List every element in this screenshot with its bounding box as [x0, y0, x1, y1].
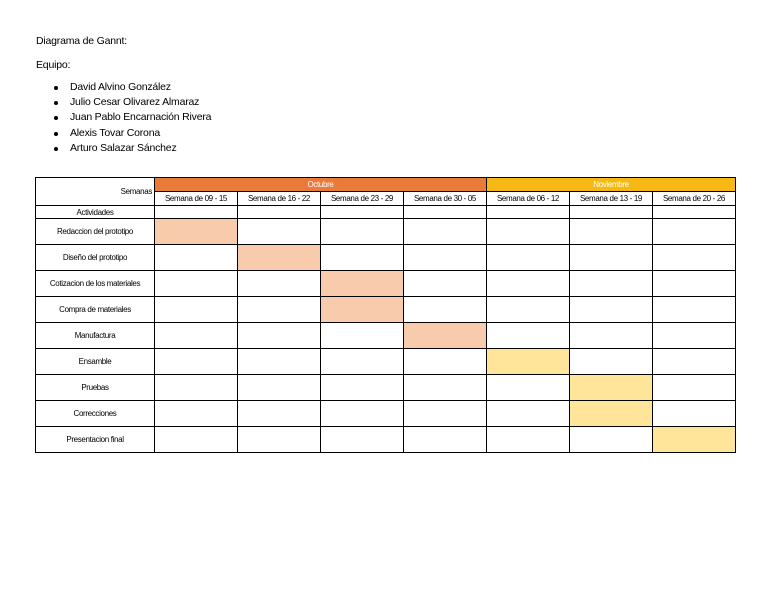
- task-bar: [570, 375, 653, 401]
- empty-cell: [570, 206, 653, 219]
- week-header: Semana de 13 - 19: [570, 192, 653, 206]
- empty-cell: [404, 206, 487, 219]
- task-row: [36, 375, 736, 401]
- task-row: [36, 219, 736, 245]
- task-bar: [238, 245, 321, 271]
- empty-cell: [404, 427, 487, 453]
- team-member-list: [54, 80, 211, 156]
- empty-cell: [238, 297, 321, 323]
- page-title: Diagrama de Gannt:: [36, 35, 127, 47]
- empty-cell: [570, 219, 653, 245]
- task-label: Compra de materiales: [36, 297, 155, 323]
- task-label: Correcciones: [36, 401, 155, 427]
- week-header: Semana de 16 - 22: [238, 192, 321, 206]
- empty-cell: [238, 427, 321, 453]
- empty-cell: [653, 206, 736, 219]
- empty-cell: [321, 206, 404, 219]
- empty-cell: [570, 245, 653, 271]
- empty-cell: [653, 401, 736, 427]
- empty-cell: [487, 427, 570, 453]
- task-bar: [155, 219, 238, 245]
- task-bar: [570, 401, 653, 427]
- task-bar: [653, 427, 736, 453]
- task-label: Diseño del prototipo: [36, 245, 155, 271]
- empty-cell: [238, 401, 321, 427]
- task-row: [36, 401, 736, 427]
- team-member: Julio Cesar Olivarez Almaraz: [54, 95, 211, 110]
- semanas-header: Semanas: [36, 178, 155, 206]
- empty-cell: [238, 219, 321, 245]
- task-label: Presentacion final: [36, 427, 155, 453]
- empty-cell: [653, 323, 736, 349]
- team-member: Alexis Tovar Corona: [54, 126, 211, 141]
- empty-cell: [238, 206, 321, 219]
- empty-cell: [155, 427, 238, 453]
- empty-cell: [155, 206, 238, 219]
- empty-cell: [487, 271, 570, 297]
- week-header: Semana de 23 - 29: [321, 192, 404, 206]
- empty-cell: [404, 375, 487, 401]
- task-bar: [487, 349, 570, 375]
- activities-header: Actividades: [36, 206, 155, 219]
- empty-cell: [238, 271, 321, 297]
- empty-cell: [404, 297, 487, 323]
- empty-cell: [653, 375, 736, 401]
- task-row: [36, 323, 736, 349]
- empty-cell: [155, 323, 238, 349]
- task-row: [36, 349, 736, 375]
- activities-header-row: [36, 206, 736, 219]
- empty-cell: [321, 219, 404, 245]
- team-member: Juan Pablo Encarnación Rivera: [54, 110, 211, 125]
- gantt-chart-table: [35, 177, 736, 453]
- empty-cell: [570, 427, 653, 453]
- empty-cell: [321, 375, 404, 401]
- empty-cell: [321, 427, 404, 453]
- empty-cell: [404, 271, 487, 297]
- empty-cell: [487, 206, 570, 219]
- empty-cell: [321, 349, 404, 375]
- week-header: Semana de 06 - 12: [487, 192, 570, 206]
- task-row: [36, 271, 736, 297]
- empty-cell: [570, 297, 653, 323]
- empty-cell: [653, 219, 736, 245]
- task-row: [36, 427, 736, 453]
- team-member: Arturo Salazar Sánchez: [54, 141, 211, 156]
- empty-cell: [155, 349, 238, 375]
- team-member: David Alvino González: [54, 80, 211, 95]
- empty-cell: [570, 349, 653, 375]
- task-bar: [404, 323, 487, 349]
- empty-cell: [321, 401, 404, 427]
- empty-cell: [155, 375, 238, 401]
- empty-cell: [155, 245, 238, 271]
- empty-cell: [487, 245, 570, 271]
- empty-cell: [155, 401, 238, 427]
- empty-cell: [487, 323, 570, 349]
- month-header-row: [36, 178, 736, 192]
- team-label: Equipo:: [36, 59, 71, 71]
- week-header: Semana de 20 - 26: [653, 192, 736, 206]
- empty-cell: [653, 349, 736, 375]
- task-label: Pruebas: [36, 375, 155, 401]
- empty-cell: [487, 297, 570, 323]
- empty-cell: [238, 375, 321, 401]
- empty-cell: [487, 219, 570, 245]
- task-row: [36, 297, 736, 323]
- task-label: Ensamble: [36, 349, 155, 375]
- task-label: Manufactura: [36, 323, 155, 349]
- task-label: Redaccion del prototipo: [36, 219, 155, 245]
- empty-cell: [404, 245, 487, 271]
- empty-cell: [653, 271, 736, 297]
- empty-cell: [238, 323, 321, 349]
- week-header: Semana de 09 - 15: [155, 192, 238, 206]
- empty-cell: [155, 271, 238, 297]
- empty-cell: [487, 375, 570, 401]
- month-november: Noviembre: [487, 178, 736, 192]
- empty-cell: [570, 323, 653, 349]
- empty-cell: [487, 401, 570, 427]
- empty-cell: [570, 271, 653, 297]
- task-row: [36, 245, 736, 271]
- task-bar: [321, 297, 404, 323]
- task-label: Cotizacion de los materiales: [36, 271, 155, 297]
- empty-cell: [404, 401, 487, 427]
- empty-cell: [404, 349, 487, 375]
- empty-cell: [238, 349, 321, 375]
- month-october: Octubre: [155, 178, 487, 192]
- empty-cell: [155, 297, 238, 323]
- empty-cell: [321, 245, 404, 271]
- week-header: Semana de 30 - 05: [404, 192, 487, 206]
- empty-cell: [404, 219, 487, 245]
- task-bar: [321, 271, 404, 297]
- empty-cell: [321, 323, 404, 349]
- empty-cell: [653, 297, 736, 323]
- empty-cell: [653, 245, 736, 271]
